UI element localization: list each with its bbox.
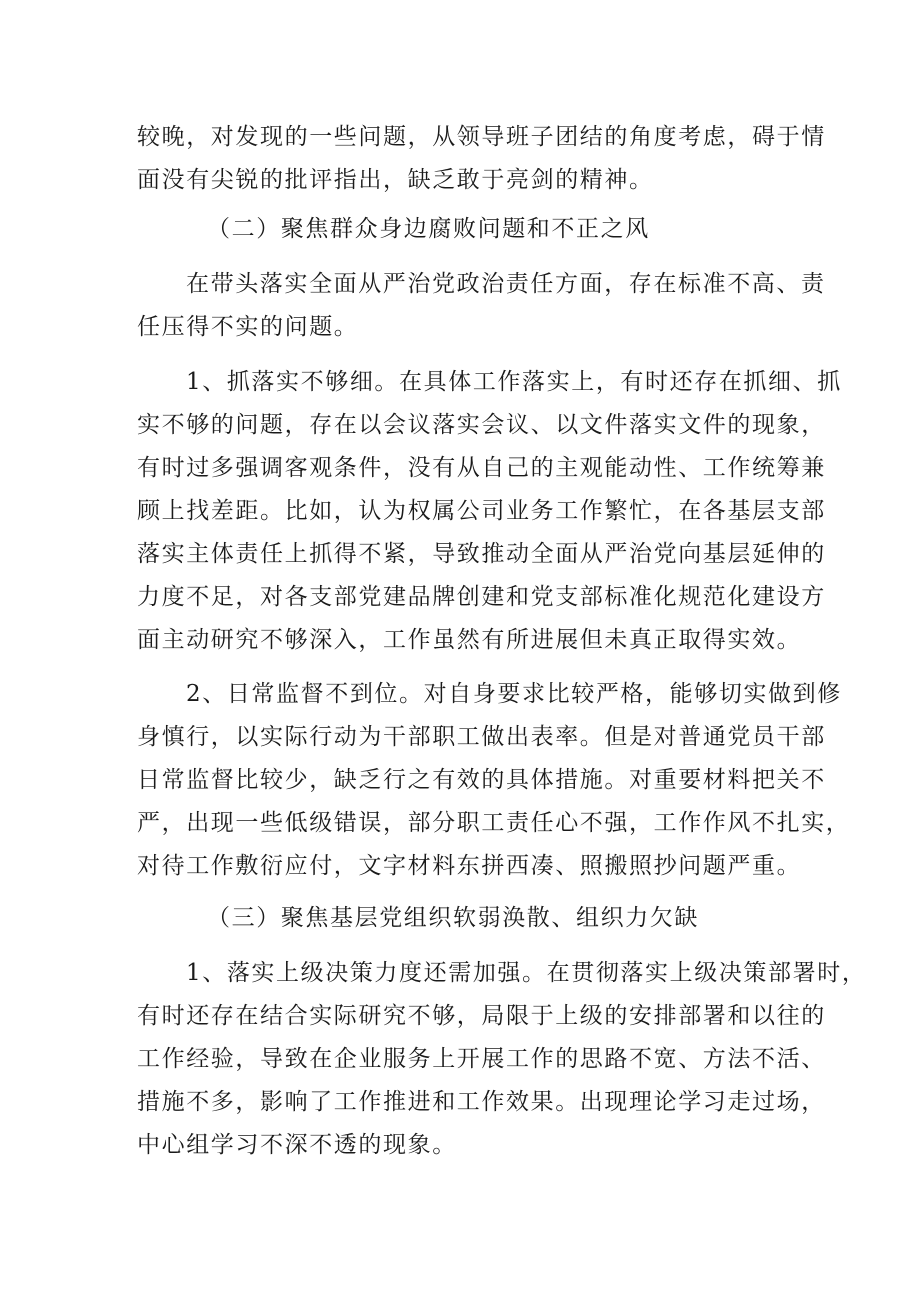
body-line: 1、抓落实不够细。在具体工作落实上，有时还存在抓细、抓 <box>186 369 842 395</box>
body-line: 对待工作敷衍应付，文字材料东拼西凑、照搬照抄问题严重。 <box>137 853 802 879</box>
body-line: 中心组学习不深不透的现象。 <box>137 1132 457 1158</box>
body-line: 1、落实上级决策力度还需加强。在贯彻落实上级决策部署时， <box>186 960 867 986</box>
body-line: 措施不多，影响了工作推进和工作效果。出现理论学习走过场， <box>137 1089 826 1115</box>
body-line: 任压得不实的问题。 <box>137 314 359 340</box>
body-line: 实不够的问题，存在以会议落实会议、以文件落实文件的现象， <box>137 412 826 438</box>
body-line: 2、日常监督不到位。对自身要求比较严格，能够切实做到修 <box>186 681 842 707</box>
body-line: 力度不足，对各支部党建品牌创建和党支部标准化规范化建设方 <box>137 584 826 610</box>
body-line: 有时过多强调客观条件，没有从自己的主观能动性、工作统筹兼 <box>137 455 826 481</box>
body-line: 身慎行，以实际行动为干部职工做出表率。但是对普通党员干部 <box>137 724 826 750</box>
body-line: 工作经验，导致在企业服务上开展工作的思路不宽、方法不活、 <box>137 1046 826 1072</box>
body-line: 在带头落实全面从严治党政治责任方面，存在标准不高、责 <box>186 271 826 297</box>
body-line: 面没有尖锐的批评指出，缺乏敢于亮剑的精神。 <box>137 167 654 193</box>
body-line: 面主动研究不够深入，工作虽然有所进展但未真正取得实效。 <box>137 627 802 653</box>
body-line: 日常监督比较少，缺乏行之有效的具体措施。对重要材料把关不 <box>137 767 826 793</box>
section-heading: （二）聚焦群众身边腐败问题和不正之风 <box>207 216 650 242</box>
body-line: 落实主体责任上抓得不紧，导致推动全面从严治党向基层延伸的 <box>137 541 826 567</box>
body-line: 严，出现一些低级错误，部分职工责任心不强，工作作风不扎实， <box>137 810 851 836</box>
body-line: 有时还存在结合实际研究不够，局限于上级的安排部署和以往的 <box>137 1003 826 1029</box>
body-line: 顾上找差距。比如，认为权属公司业务工作繁忙，在各基层支部 <box>137 498 826 524</box>
body-line: 较晚，对发现的一些问题，从领导班子团结的角度考虑，碍于情 <box>137 124 826 150</box>
section-heading: （三）聚焦基层党组织软弱涣散、组织力欠缺 <box>207 905 699 931</box>
